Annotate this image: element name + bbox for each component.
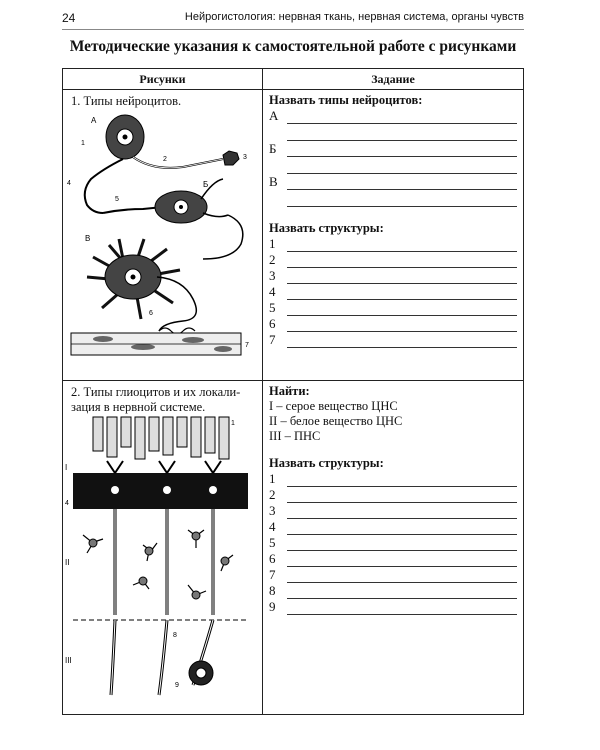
neurocyte-figure (63, 109, 260, 361)
col-header-task: Задание (263, 69, 524, 90)
structure2-line-8[interactable]: 8 (269, 583, 517, 599)
fig1-label-c: В (85, 234, 91, 243)
fig2-label-9: 9 (175, 682, 179, 689)
task-heading-find: Найти: (269, 384, 310, 398)
white-matter-drawing (83, 509, 233, 615)
structure-line-5[interactable]: 5 (269, 300, 517, 316)
fig2-label-1: 1 (231, 420, 235, 427)
fig1-label-a: А (91, 116, 97, 125)
fig1-label-6: 6 (149, 310, 153, 317)
page-title: Методические указания к самостоятельной работе с рисунками (69, 38, 517, 55)
structure-line-1[interactable]: 1 (269, 236, 517, 252)
structure2-line-2[interactable]: 2 (269, 487, 517, 503)
neuron-b-drawing (103, 179, 243, 259)
answer-line-blank[interactable] (287, 124, 517, 141)
fig2-label-roman-3: III (65, 656, 72, 665)
task-cell-neurocytes (263, 90, 524, 381)
structure2-line-1[interactable]: 1 (269, 471, 517, 487)
caption-gliocytes: 2. Типы глиоцитов и их локали- зация в нервной системе. (71, 385, 241, 414)
answer-line-blank[interactable] (287, 157, 517, 174)
fig2-label-8: 8 (173, 632, 177, 639)
pns-drawing (111, 620, 213, 695)
structure-line-7[interactable]: 7 (269, 332, 517, 348)
running-title: Нейрогистология: нервная ткань, нервная система, органы чувств (184, 11, 524, 23)
header-divider (62, 29, 524, 30)
fig1-label-b: Б (203, 180, 209, 189)
figure-cell-neurocytes (63, 90, 263, 381)
fig2-label-4: 4 (65, 500, 69, 507)
gliocyte-figure (63, 415, 260, 705)
structure-line-3[interactable]: 3 (269, 268, 517, 284)
find-item-white-matter: II – белое вещество ЦНС (269, 414, 403, 428)
fig1-label-4: 4 (67, 180, 71, 187)
task-heading-neurocyte-types: Назвать типы нейроцитов: (269, 93, 423, 107)
structure2-line-6[interactable]: 6 (269, 551, 517, 567)
fig1-label-5: 5 (115, 196, 119, 203)
fig1-label-7: 7 (245, 342, 249, 349)
ependyma-drawing (93, 417, 229, 459)
find-item-grey-matter: I – серое вещество ЦНС (269, 399, 398, 413)
fig1-label-3: 3 (243, 154, 247, 161)
fig2-label-roman-1: I (65, 463, 68, 472)
col-header-figures: Рисунки (63, 69, 263, 90)
fig2-label-roman-2: II (65, 558, 70, 567)
fig1-label-1: 1 (81, 140, 85, 147)
answer-line-blank[interactable] (287, 190, 517, 207)
task-heading-structures-1: Назвать структуры: (269, 221, 384, 235)
structure-line-6[interactable]: 6 (269, 316, 517, 332)
structure2-line-5[interactable]: 5 (269, 535, 517, 551)
answer-line-type-a[interactable]: А (269, 108, 517, 124)
task-heading-structures-2: Назвать структуры: (269, 456, 384, 470)
answer-line-type-b[interactable]: Б (269, 141, 517, 157)
structure2-line-9[interactable]: 9 (269, 599, 517, 615)
page-number: 24 (62, 11, 76, 25)
caption-neurocytes: 1. Типы нейроцитов. (71, 94, 182, 108)
worksheet-table (62, 68, 524, 715)
find-item-pns: III – ПНС (269, 429, 321, 443)
structure-line-4[interactable]: 4 (269, 284, 517, 300)
neuron-c-drawing (87, 239, 196, 334)
task-cell-gliocytes (263, 381, 524, 715)
neuron-layer-drawing (73, 461, 248, 509)
structure2-line-4[interactable]: 4 (269, 519, 517, 535)
fig1-label-2: 2 (163, 156, 167, 163)
figure-cell-gliocytes (63, 381, 263, 715)
muscle-strip-drawing (71, 333, 241, 355)
structure-line-2[interactable]: 2 (269, 252, 517, 268)
structure2-line-7[interactable]: 7 (269, 567, 517, 583)
structure2-line-3[interactable]: 3 (269, 503, 517, 519)
answer-line-type-c[interactable]: В (269, 174, 517, 190)
